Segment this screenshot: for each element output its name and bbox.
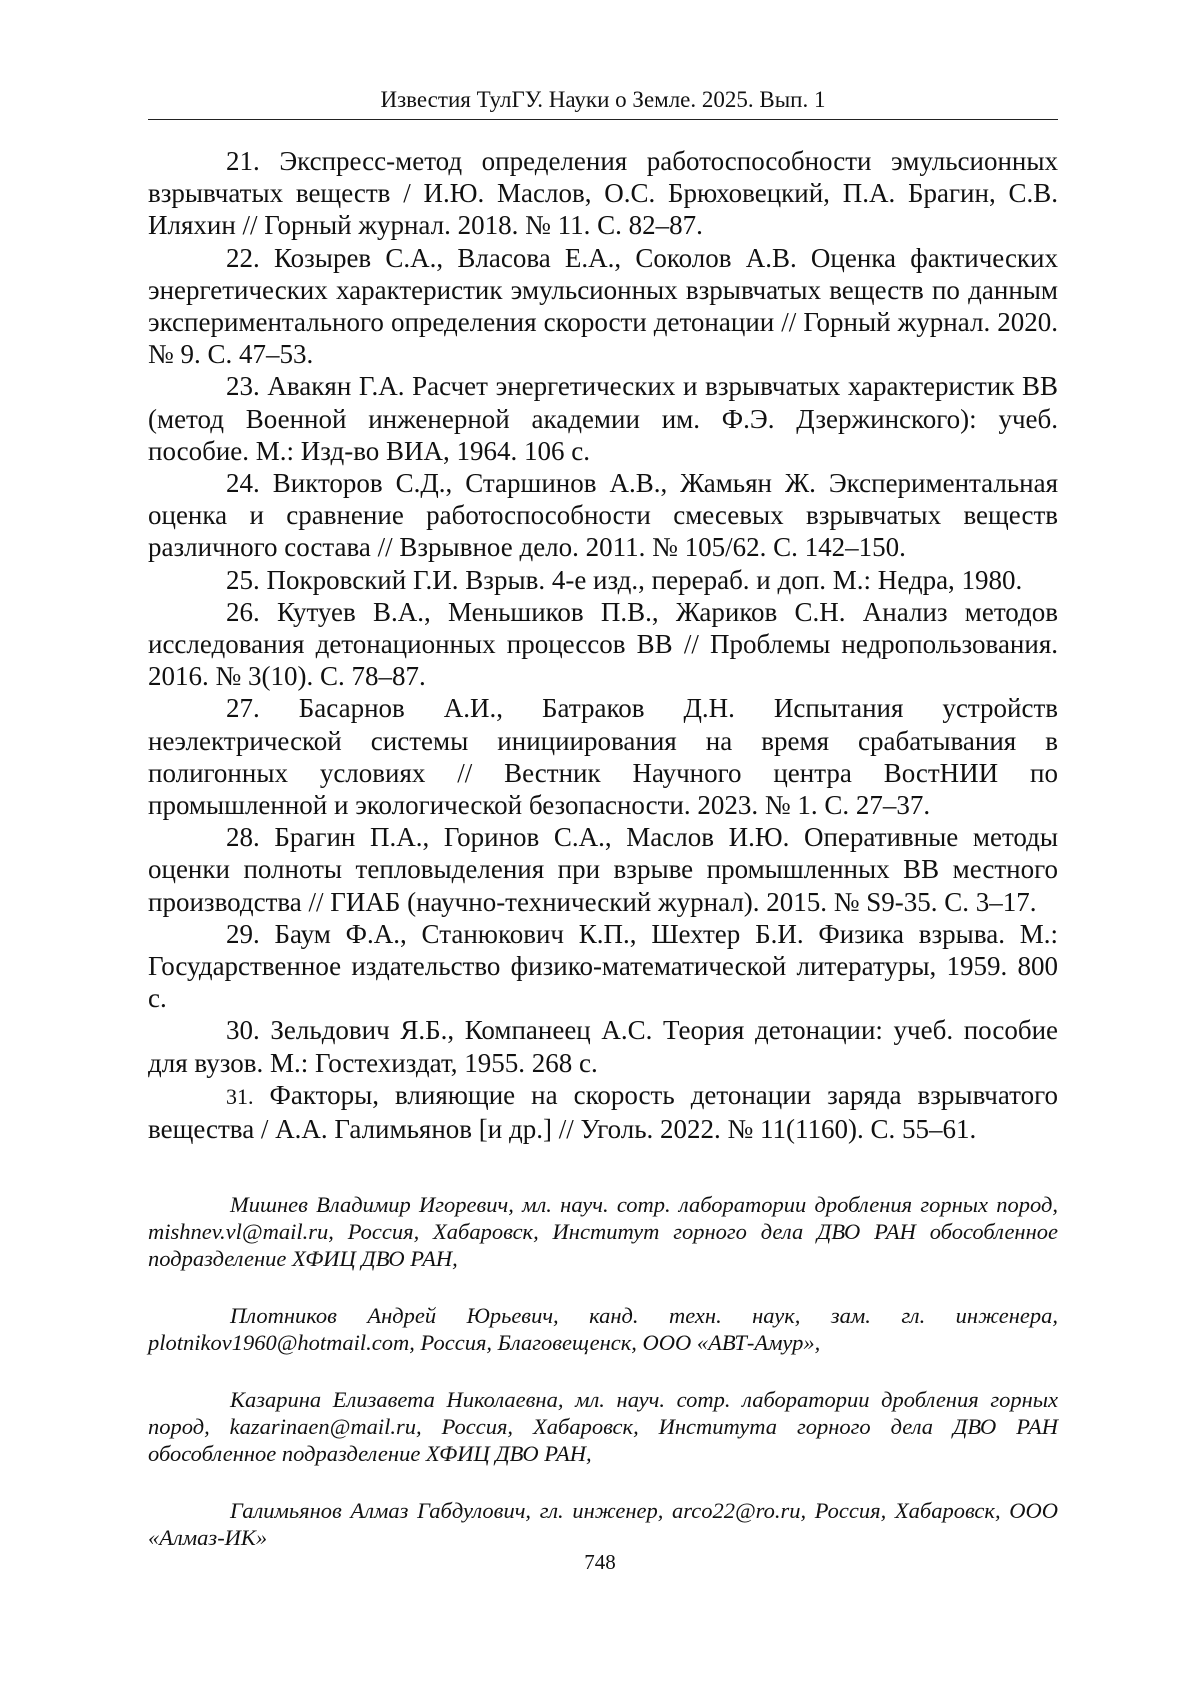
reference-item (148, 918, 1058, 1015)
reference-item (148, 1014, 1058, 1078)
reference-text: Баум Ф.А., Станюкович К.П., Шехтер Б.И. Физика взрыва. М.: Государственное издательство физико-математической литературы, 1959. 800 с. (148, 918, 1058, 1014)
reference-list (148, 145, 1058, 1145)
running-header (148, 86, 1058, 120)
author-entry: Мишнев Владимир Игоревич, мл. науч. сотр. лаборатории дробления горных пород, mishnev.vl@mail.ru, Россия, Хабаровск, Институт горного дела ДВО РАН обособленное подразделение ХФИЦ ДВО РАН, (148, 1192, 1058, 1271)
reference-item (148, 564, 1058, 596)
reference-item (148, 145, 1058, 242)
reference-number: 26. (226, 596, 260, 627)
page-number: 748 (584, 1550, 616, 1574)
reference-number: 31. (226, 1083, 254, 1109)
reference-number: 28. (226, 822, 260, 853)
reference-number: 24. (226, 468, 260, 499)
reference-item (148, 692, 1058, 821)
reference-text: Викторов С.Д., Старшинов А.В., Жамьян Ж. Экспериментальная оценка и сравнение работоспособности смесевых взрывчатых веществ различного состава // Взрывное дело. 2011. № 105/62. С. 142–150. (148, 468, 1059, 563)
reference-number: 22. (226, 242, 260, 273)
author-info (148, 1191, 1058, 1581)
reference-number: 21. (226, 146, 260, 176)
reference-item (148, 242, 1058, 371)
reference-text: Козырев С.А., Власова Е.А., Соколов А.В. Оценка фактических энергетических характеристик эмульсионных взрывчатых веществ по данным экспериментального определения скорости детонации // Горный журнал. 2020. № 9. С. 47–53. (148, 242, 1058, 370)
reference-text: Брагин П.А., Горинов С.А., Маслов И.Ю. Оперативные методы оценки полноты тепловыделения при взрыве промышленных ВВ местного производства // ГИАБ (научно-технический журнал). 2015. № S9-35. С. 3–17. (148, 822, 1059, 917)
running-title: Известия ТулГУ. Науки о Земле. 2025. Вып. 1 (380, 87, 826, 112)
reference-number: 29. (226, 918, 260, 949)
reference-item (148, 467, 1058, 564)
reference-text: Экспресс-метод определения работоспособности эмульсионных взрывчатых веществ / И.Ю. Маслов, О.С. Брюховецкий, П.А. Брагин, С.В. Иляхин // Горный журнал. 2018. № 11. С. 82–87. (148, 146, 1058, 241)
reference-text: Покровский Г.И. Взрыв. 4-е изд., перераб. и доп. М.: Недра, 1980. (266, 564, 1023, 595)
reference-number: 27. (226, 693, 260, 724)
author-entry: Казарина Елизавета Николаевна, мл. науч. сотр. лаборатории дробления горных пород, kazarinaen@mail.ru, Россия, Хабаровск, Института горного дела ДВО РАН обособленное подразделение ХФИЦ ДВО РАН, (148, 1387, 1058, 1466)
reference-text: Басарнов А.И., Батраков Д.Н. Испытания устройств неэлектрической системы инициирования на время срабатывания в полигонных условиях // Вестник Научного центра ВостНИИ по промышленной и экологической безопасности. 2023. № 1. С. 27–37. (148, 693, 1059, 821)
reference-item (148, 821, 1058, 918)
reference-text: Зельдович Я.Б., Компанеец А.С. Теория детонации: учеб. пособие для вузов. М.: Гостехиздат, 1955. 268 с. (148, 1015, 1058, 1078)
reference-text: Авакян Г.А. Расчет энергетических и взрывчатых характеристик ВВ (метод Военной инженерной академии им. Ф.Э. Дзержинского): учеб. пособие. М.: Изд-во ВИА, 1964. 106 с. (148, 371, 1058, 466)
reference-text: Кутуев В.А., Меньшиков П.В., Жариков С.Н. Анализ методов исследования детонационных процессов ВВ // Проблемы недропользования. 2016. № 3(10). С. 78–87. (148, 596, 1058, 692)
reference-item (148, 1079, 1058, 1145)
reference-item (148, 596, 1058, 693)
author-entry: Галимьянов Алмаз Габдулович, гл. инженер, arco22@ro.ru, Россия, Хабаровск, ООО «Алмаз-ИК» (148, 1498, 1058, 1550)
reference-number: 25. (226, 564, 260, 595)
reference-text: Факторы, влияющие на скорость детонации заряда взрывчатого вещества / А.А. Галимьянов [и др.] // Уголь. 2022. № 11(1160). С. 55–61. (148, 1079, 1058, 1145)
reference-number: 23. (226, 371, 260, 402)
author-entry: Плотников Андрей Юрьевич, канд. техн. наук, зам. гл. инженера, plotnikov1960@hotmail.com, Россия, Благовещенск, ООО «АВТ-Амур», (148, 1303, 1058, 1355)
reference-item (148, 370, 1058, 467)
reference-number: 30. (226, 1015, 260, 1046)
